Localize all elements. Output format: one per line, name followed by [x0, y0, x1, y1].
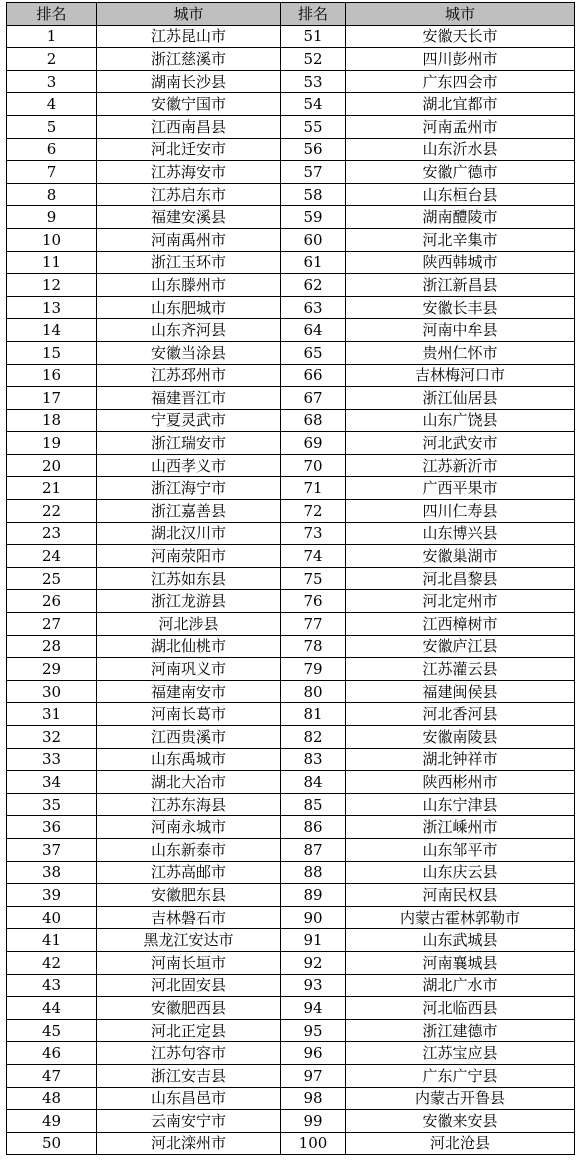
city-cell-right: 广东四会市 — [346, 70, 575, 93]
rank-cell-right: 86 — [281, 816, 346, 839]
table-row — [7, 816, 575, 839]
city-cell-left: 河南巩义市 — [97, 658, 281, 681]
rank-cell-left: 29 — [7, 658, 97, 681]
table-row — [7, 1064, 575, 1087]
table-row — [7, 228, 575, 251]
rank-cell-left: 42 — [7, 951, 97, 974]
city-cell-right: 吉林梅河口市 — [346, 364, 575, 387]
city-cell-left: 宁夏灵武市 — [97, 409, 281, 432]
rank-cell-left: 11 — [7, 251, 97, 274]
rank-cell-left: 16 — [7, 364, 97, 387]
table-row — [7, 206, 575, 229]
city-cell-left: 江苏启东市 — [97, 183, 281, 206]
rank-cell-left: 32 — [7, 726, 97, 749]
rank-cell-left: 1 — [7, 25, 97, 48]
city-header-left: 城市 — [97, 3, 281, 26]
rank-cell-right: 56 — [281, 138, 346, 161]
city-cell-right: 山东邹平市 — [346, 838, 575, 861]
city-cell-left: 安徽肥西县 — [97, 997, 281, 1020]
rank-cell-right: 60 — [281, 228, 346, 251]
rank-cell-right: 82 — [281, 726, 346, 749]
city-cell-left: 云南安宁市 — [97, 1110, 281, 1133]
city-cell-right: 湖南醴陵市 — [346, 206, 575, 229]
rank-cell-right: 76 — [281, 590, 346, 613]
table-row — [7, 567, 575, 590]
table-row — [7, 861, 575, 884]
table-row — [7, 1019, 575, 1042]
rank-cell-right: 92 — [281, 951, 346, 974]
rank-cell-right: 71 — [281, 477, 346, 500]
city-cell-right: 山东沂水县 — [346, 138, 575, 161]
rank-cell-right: 93 — [281, 974, 346, 997]
rank-cell-right: 85 — [281, 793, 346, 816]
table-row — [7, 726, 575, 749]
city-header-right: 城市 — [346, 3, 575, 26]
table-row — [7, 1087, 575, 1110]
table-row — [7, 93, 575, 116]
rank-cell-right: 51 — [281, 25, 346, 48]
city-cell-left: 河南长垣市 — [97, 951, 281, 974]
table-row — [7, 454, 575, 477]
rank-cell-right: 94 — [281, 997, 346, 1020]
rank-cell-right: 62 — [281, 274, 346, 297]
rank-cell-right: 66 — [281, 364, 346, 387]
rank-cell-left: 50 — [7, 1132, 97, 1155]
rank-cell-left: 2 — [7, 48, 97, 71]
rank-cell-right: 99 — [281, 1110, 346, 1133]
city-cell-right: 安徽广德市 — [346, 161, 575, 184]
city-cell-right: 河南襄城县 — [346, 951, 575, 974]
table-row — [7, 251, 575, 274]
rank-cell-right: 75 — [281, 567, 346, 590]
rank-cell-right: 98 — [281, 1087, 346, 1110]
city-cell-right: 河北香河县 — [346, 703, 575, 726]
city-cell-left: 安徽肥东县 — [97, 884, 281, 907]
rank-cell-left: 6 — [7, 138, 97, 161]
city-cell-right: 浙江嵊州市 — [346, 816, 575, 839]
rank-cell-right: 57 — [281, 161, 346, 184]
rank-cell-left: 38 — [7, 861, 97, 884]
city-cell-right: 河北武安市 — [346, 432, 575, 455]
rank-cell-right: 87 — [281, 838, 346, 861]
rank-cell-left: 31 — [7, 703, 97, 726]
city-cell-left: 山东禹城市 — [97, 748, 281, 771]
city-cell-left: 河北迁安市 — [97, 138, 281, 161]
rank-cell-left: 28 — [7, 635, 97, 658]
city-cell-right: 安徽庐江县 — [346, 635, 575, 658]
table-row — [7, 1132, 575, 1155]
table-row — [7, 387, 575, 410]
rank-cell-right: 80 — [281, 680, 346, 703]
table-row — [7, 703, 575, 726]
city-cell-left: 浙江慈溪市 — [97, 48, 281, 71]
rank-cell-left: 9 — [7, 206, 97, 229]
rank-cell-left: 37 — [7, 838, 97, 861]
rank-cell-right: 74 — [281, 545, 346, 568]
city-cell-left: 江苏如东县 — [97, 567, 281, 590]
table-row — [7, 1110, 575, 1133]
city-cell-right: 内蒙古霍林郭勒市 — [346, 906, 575, 929]
rank-cell-right: 78 — [281, 635, 346, 658]
city-cell-right: 安徽天长市 — [346, 25, 575, 48]
rank-cell-left: 49 — [7, 1110, 97, 1133]
rank-cell-right: 100 — [281, 1132, 346, 1155]
city-cell-right: 河北定州市 — [346, 590, 575, 613]
city-cell-left: 河南荥阳市 — [97, 545, 281, 568]
city-cell-right: 山东广饶县 — [346, 409, 575, 432]
rank-cell-right: 97 — [281, 1064, 346, 1087]
table-row — [7, 658, 575, 681]
table-row — [7, 680, 575, 703]
city-cell-left: 山东滕州市 — [97, 274, 281, 297]
city-cell-right: 广东广宁县 — [346, 1064, 575, 1087]
city-cell-right: 河北辛集市 — [346, 228, 575, 251]
city-cell-right: 陕西彬州市 — [346, 771, 575, 794]
table-body — [7, 25, 575, 1155]
city-cell-left: 黑龙江安达市 — [97, 929, 281, 952]
rank-cell-right: 83 — [281, 748, 346, 771]
city-cell-left: 河北固安县 — [97, 974, 281, 997]
city-cell-right: 湖北宜都市 — [346, 93, 575, 116]
city-cell-right: 江苏灌云县 — [346, 658, 575, 681]
rank-cell-left: 39 — [7, 884, 97, 907]
table-row — [7, 296, 575, 319]
city-cell-right: 河南中牟县 — [346, 319, 575, 342]
city-cell-right: 四川仁寿县 — [346, 500, 575, 523]
table-row — [7, 432, 575, 455]
city-cell-left: 山西孝义市 — [97, 454, 281, 477]
rank-cell-right: 95 — [281, 1019, 346, 1042]
rank-cell-right: 68 — [281, 409, 346, 432]
city-cell-right: 浙江新昌县 — [346, 274, 575, 297]
rank-cell-left: 26 — [7, 590, 97, 613]
rank-cell-left: 19 — [7, 432, 97, 455]
rank-cell-left: 23 — [7, 522, 97, 545]
table-row — [7, 635, 575, 658]
table-row — [7, 274, 575, 297]
city-cell-right: 山东博兴县 — [346, 522, 575, 545]
table-row — [7, 929, 575, 952]
city-cell-right: 山东武城县 — [346, 929, 575, 952]
rank-cell-right: 55 — [281, 115, 346, 138]
table-row — [7, 477, 575, 500]
table-row — [7, 138, 575, 161]
city-cell-left: 河南长葛市 — [97, 703, 281, 726]
rank-cell-left: 7 — [7, 161, 97, 184]
rank-cell-right: 67 — [281, 387, 346, 410]
table-row — [7, 364, 575, 387]
rank-cell-right: 77 — [281, 613, 346, 636]
rank-cell-right: 72 — [281, 500, 346, 523]
rank-cell-left: 36 — [7, 816, 97, 839]
table-row — [7, 1042, 575, 1065]
city-cell-right: 江西樟树市 — [346, 613, 575, 636]
rank-cell-right: 90 — [281, 906, 346, 929]
header-row — [7, 3, 575, 26]
rank-cell-right: 52 — [281, 48, 346, 71]
table-row — [7, 48, 575, 71]
table-row — [7, 590, 575, 613]
table-row — [7, 319, 575, 342]
table-row — [7, 161, 575, 184]
city-cell-left: 江西贵溪市 — [97, 726, 281, 749]
city-cell-right: 湖北广水市 — [346, 974, 575, 997]
city-cell-left: 河北正定县 — [97, 1019, 281, 1042]
city-cell-right: 山东庆云县 — [346, 861, 575, 884]
city-cell-left: 河南永城市 — [97, 816, 281, 839]
rank-cell-right: 79 — [281, 658, 346, 681]
table-row — [7, 793, 575, 816]
city-cell-left: 山东昌邑市 — [97, 1087, 281, 1110]
city-cell-right: 山东宁津县 — [346, 793, 575, 816]
city-cell-left: 浙江安吉县 — [97, 1064, 281, 1087]
city-cell-right: 河南民权县 — [346, 884, 575, 907]
rank-cell-left: 13 — [7, 296, 97, 319]
table-row — [7, 906, 575, 929]
city-cell-right: 山东桓台县 — [346, 183, 575, 206]
city-cell-right: 安徽来安县 — [346, 1110, 575, 1133]
rank-cell-left: 46 — [7, 1042, 97, 1065]
city-cell-left: 江苏东海县 — [97, 793, 281, 816]
city-cell-left: 吉林磐石市 — [97, 906, 281, 929]
city-cell-right: 浙江建德市 — [346, 1019, 575, 1042]
rank-cell-left: 48 — [7, 1087, 97, 1110]
rank-cell-right: 84 — [281, 771, 346, 794]
rank-cell-left: 22 — [7, 500, 97, 523]
city-cell-right: 安徽南陵县 — [346, 726, 575, 749]
rank-cell-left: 30 — [7, 680, 97, 703]
city-cell-left: 江苏句容市 — [97, 1042, 281, 1065]
city-cell-right: 陕西韩城市 — [346, 251, 575, 274]
table-row — [7, 341, 575, 364]
city-cell-right: 河北临西县 — [346, 997, 575, 1020]
city-cell-right: 江苏新沂市 — [346, 454, 575, 477]
city-cell-left: 河南禹州市 — [97, 228, 281, 251]
city-cell-left: 江苏高邮市 — [97, 861, 281, 884]
rank-cell-right: 73 — [281, 522, 346, 545]
rank-cell-left: 3 — [7, 70, 97, 93]
rank-cell-right: 61 — [281, 251, 346, 274]
ranking-table — [6, 2, 575, 1155]
table-row — [7, 951, 575, 974]
city-cell-left: 河北涉县 — [97, 613, 281, 636]
city-cell-right: 江苏宝应县 — [346, 1042, 575, 1065]
city-cell-left: 湖北仙桃市 — [97, 635, 281, 658]
city-cell-right: 河北沧县 — [346, 1132, 575, 1155]
city-cell-left: 安徽宁国市 — [97, 93, 281, 116]
table-row — [7, 748, 575, 771]
city-cell-right: 安徽长丰县 — [346, 296, 575, 319]
rank-cell-left: 20 — [7, 454, 97, 477]
table-row — [7, 974, 575, 997]
rank-cell-right: 59 — [281, 206, 346, 229]
table-row — [7, 884, 575, 907]
table-row — [7, 545, 575, 568]
table-row — [7, 25, 575, 48]
rank-cell-left: 25 — [7, 567, 97, 590]
city-cell-left: 福建南安市 — [97, 680, 281, 703]
rank-cell-left: 12 — [7, 274, 97, 297]
rank-cell-left: 47 — [7, 1064, 97, 1087]
rank-cell-left: 34 — [7, 771, 97, 794]
rank-cell-left: 45 — [7, 1019, 97, 1042]
rank-cell-left: 33 — [7, 748, 97, 771]
table-row — [7, 115, 575, 138]
table-row — [7, 183, 575, 206]
rank-cell-right: 70 — [281, 454, 346, 477]
rank-cell-right: 53 — [281, 70, 346, 93]
city-cell-right: 浙江仙居县 — [346, 387, 575, 410]
city-cell-left: 安徽当涂县 — [97, 341, 281, 364]
city-cell-left: 浙江嘉善县 — [97, 500, 281, 523]
rank-cell-right: 64 — [281, 319, 346, 342]
rank-cell-right: 88 — [281, 861, 346, 884]
table-row — [7, 500, 575, 523]
rank-cell-left: 21 — [7, 477, 97, 500]
city-cell-right: 河北昌黎县 — [346, 567, 575, 590]
city-cell-left: 江苏昆山市 — [97, 25, 281, 48]
rank-cell-left: 4 — [7, 93, 97, 116]
rank-cell-left: 27 — [7, 613, 97, 636]
city-cell-left: 山东齐河县 — [97, 319, 281, 342]
rank-cell-right: 81 — [281, 703, 346, 726]
rank-cell-right: 65 — [281, 341, 346, 364]
city-cell-left: 湖北大冶市 — [97, 771, 281, 794]
rank-cell-left: 10 — [7, 228, 97, 251]
rank-cell-left: 14 — [7, 319, 97, 342]
rank-header-left: 排名 — [7, 3, 97, 26]
rank-cell-left: 5 — [7, 115, 97, 138]
rank-cell-right: 91 — [281, 929, 346, 952]
city-cell-right: 河南孟州市 — [346, 115, 575, 138]
rank-cell-left: 24 — [7, 545, 97, 568]
table-row — [7, 613, 575, 636]
city-cell-left: 山东新泰市 — [97, 838, 281, 861]
city-cell-left: 河北滦州市 — [97, 1132, 281, 1155]
rank-cell-left: 43 — [7, 974, 97, 997]
city-cell-left: 福建晋江市 — [97, 387, 281, 410]
city-cell-left: 江苏邳州市 — [97, 364, 281, 387]
rank-cell-right: 58 — [281, 183, 346, 206]
city-cell-left: 浙江瑞安市 — [97, 432, 281, 455]
city-cell-right: 福建闽侯县 — [346, 680, 575, 703]
rank-cell-left: 35 — [7, 793, 97, 816]
rank-cell-left: 41 — [7, 929, 97, 952]
rank-cell-left: 17 — [7, 387, 97, 410]
rank-cell-right: 54 — [281, 93, 346, 116]
rank-cell-right: 89 — [281, 884, 346, 907]
rank-cell-left: 40 — [7, 906, 97, 929]
city-cell-right: 安徽巢湖市 — [346, 545, 575, 568]
rank-cell-left: 44 — [7, 997, 97, 1020]
table-row — [7, 838, 575, 861]
table-row — [7, 522, 575, 545]
rank-cell-left: 18 — [7, 409, 97, 432]
rank-cell-left: 8 — [7, 183, 97, 206]
table-row — [7, 771, 575, 794]
city-cell-left: 湖南长沙县 — [97, 70, 281, 93]
city-cell-left: 浙江龙游县 — [97, 590, 281, 613]
city-cell-left: 江苏海安市 — [97, 161, 281, 184]
rank-cell-left: 15 — [7, 341, 97, 364]
city-cell-right: 四川彭州市 — [346, 48, 575, 71]
city-cell-left: 浙江海宁市 — [97, 477, 281, 500]
city-cell-left: 山东肥城市 — [97, 296, 281, 319]
table-row — [7, 997, 575, 1020]
city-cell-right: 内蒙古开鲁县 — [346, 1087, 575, 1110]
city-cell-left: 江西南昌县 — [97, 115, 281, 138]
table-row — [7, 409, 575, 432]
rank-cell-right: 69 — [281, 432, 346, 455]
city-cell-right: 广西平果市 — [346, 477, 575, 500]
rank-cell-right: 96 — [281, 1042, 346, 1065]
city-cell-right: 湖北钟祥市 — [346, 748, 575, 771]
city-cell-right: 贵州仁怀市 — [346, 341, 575, 364]
city-cell-left: 浙江玉环市 — [97, 251, 281, 274]
table-row — [7, 70, 575, 93]
city-cell-left: 福建安溪县 — [97, 206, 281, 229]
rank-cell-right: 63 — [281, 296, 346, 319]
rank-header-right: 排名 — [281, 3, 346, 26]
city-cell-left: 湖北汉川市 — [97, 522, 281, 545]
